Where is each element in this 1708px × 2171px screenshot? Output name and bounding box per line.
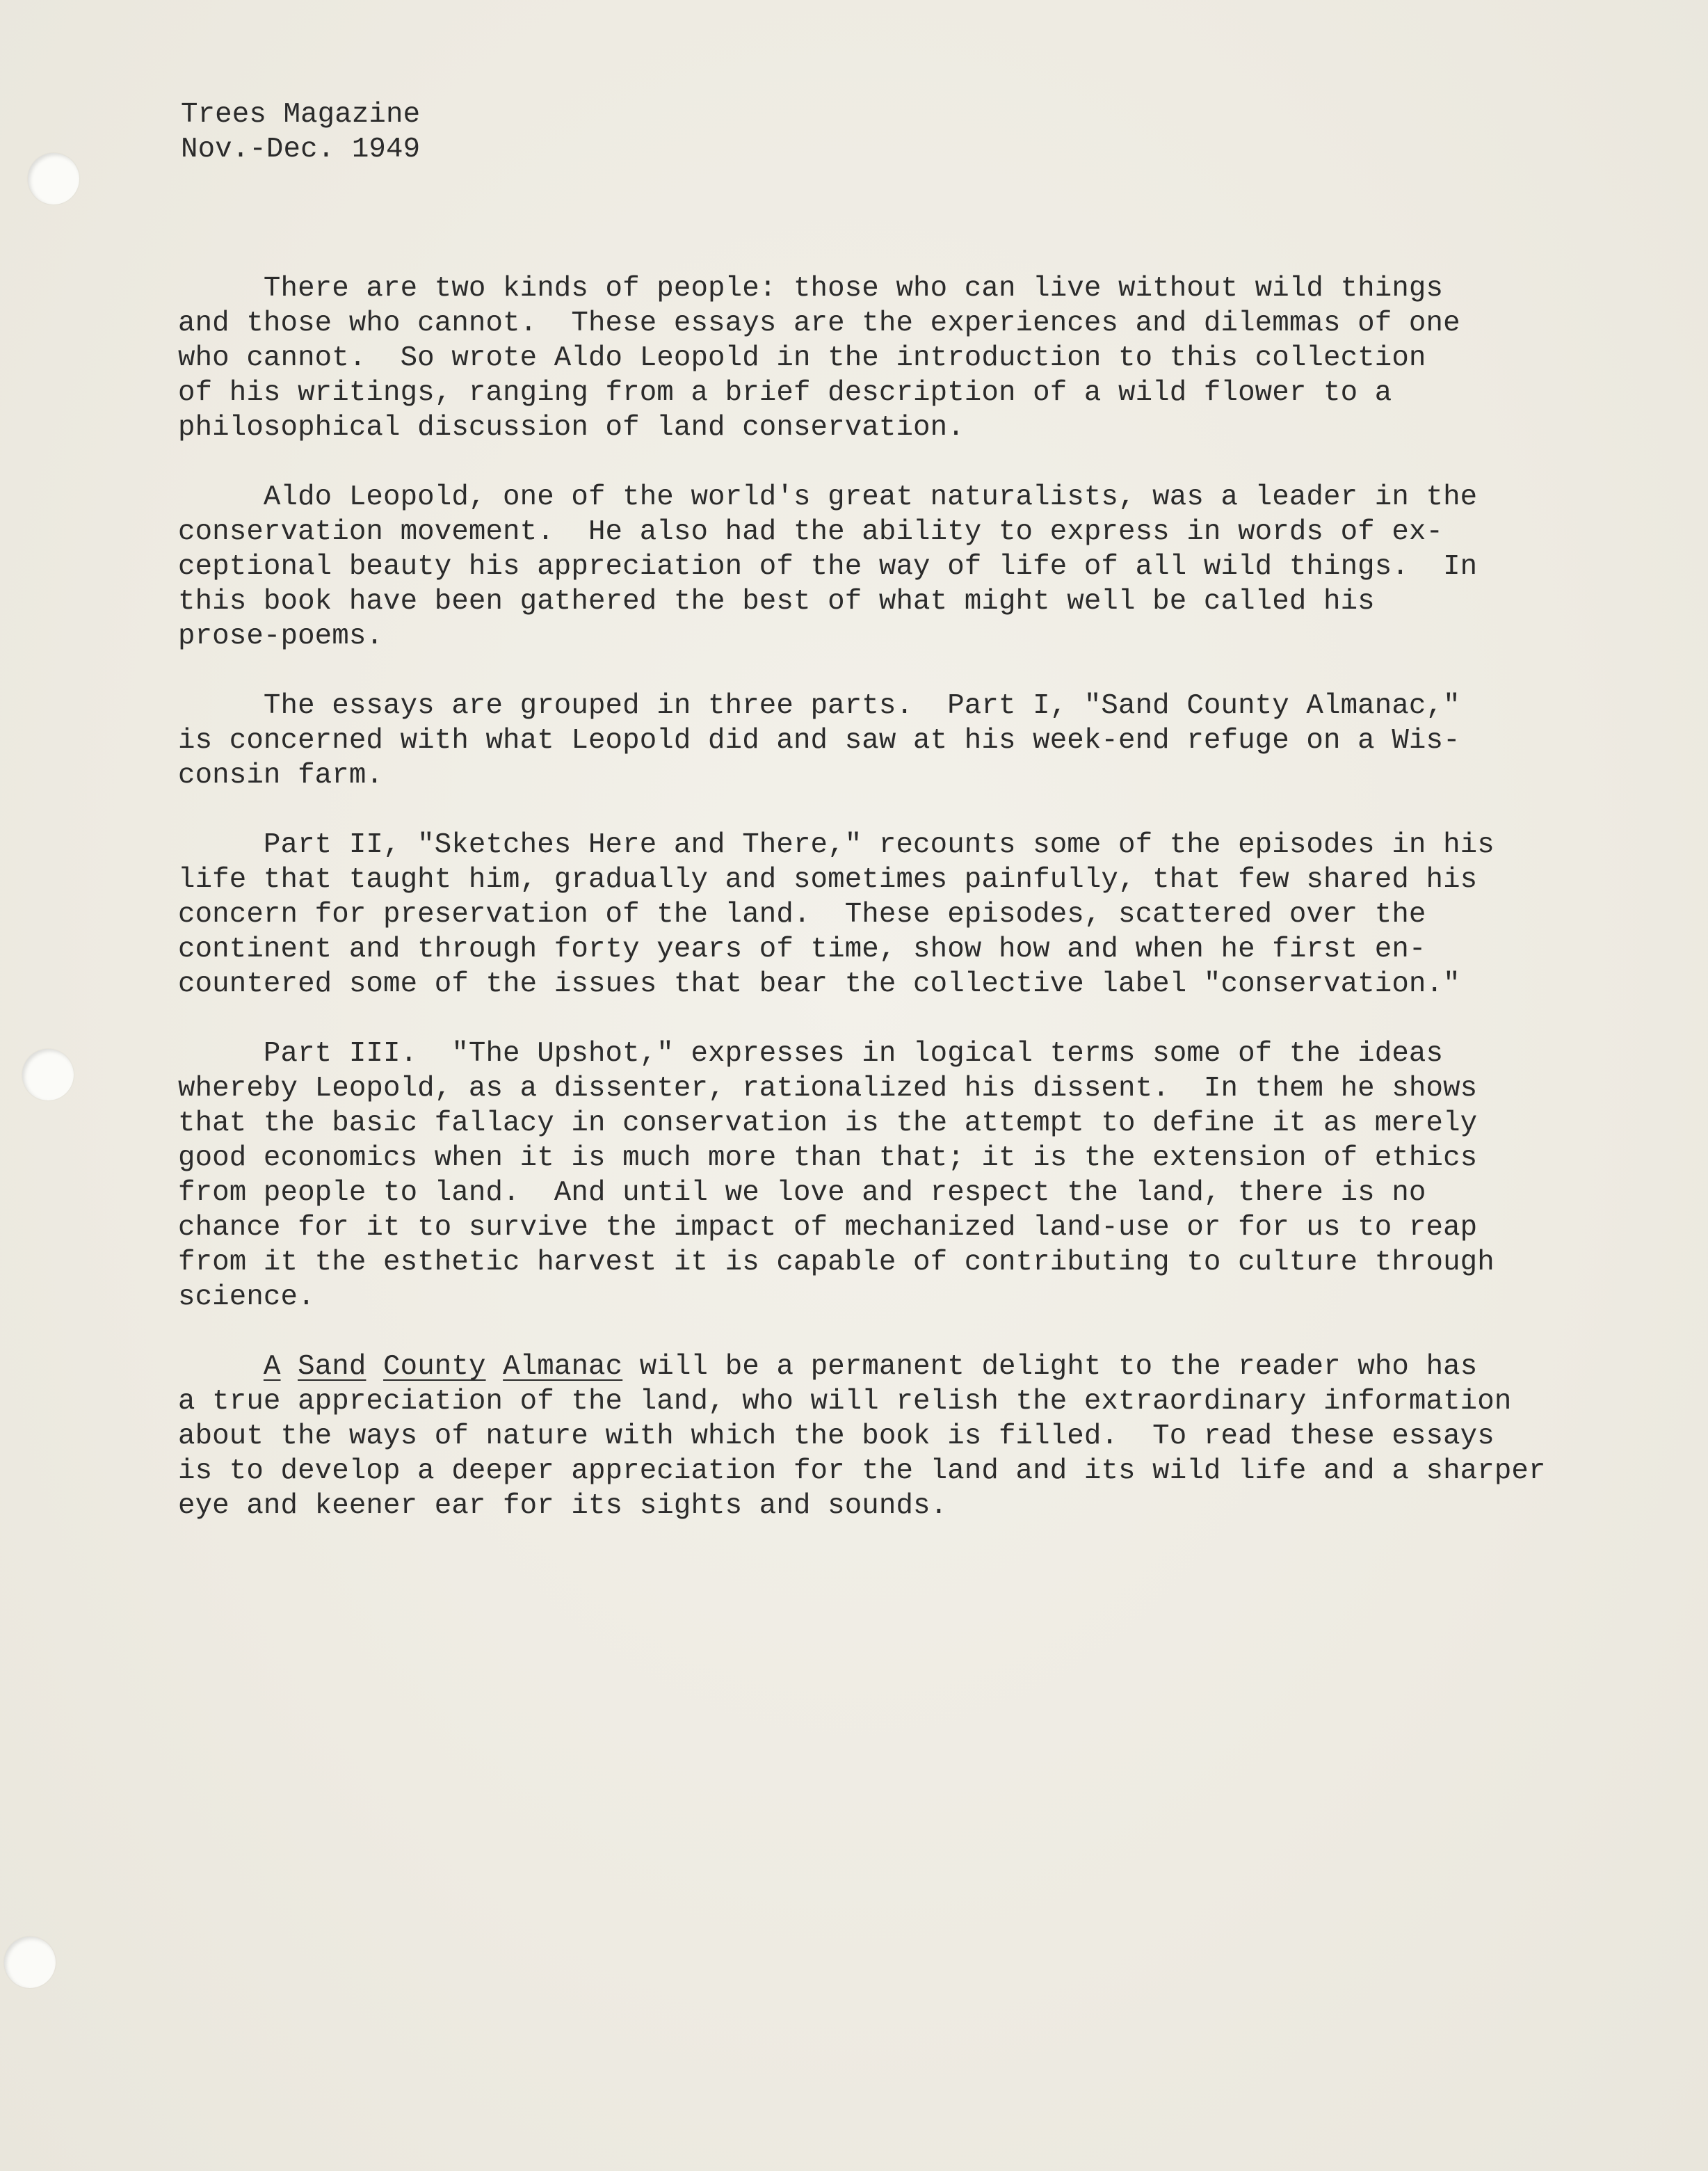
text-line: good economics when it is much more than that; it is the extension of ethics (178, 1142, 1478, 1174)
text-line: continent and through forty years of time, show how and when he first en- (178, 934, 1426, 966)
text-line: this book have been gathered the best of what might well be called his (178, 586, 1375, 618)
text-line: is to develop a deeper appreciation for the land and its wild life and a sharper (178, 1455, 1546, 1487)
paragraph-3 (178, 689, 1583, 793)
punch-hole (28, 153, 79, 205)
text-line: philosophical discussion of land conservation. (178, 412, 965, 444)
text-line: whereby Leopold, as a dissenter, rationalized his dissent. In them he shows (178, 1073, 1478, 1105)
publication-date: Nov.-Dec. 1949 (181, 134, 421, 166)
text-line: countered some of the issues that bear the collective label "conservation." (178, 968, 1460, 1000)
text-line: concern for preservation of the land. These episodes, scattered over the (178, 899, 1426, 931)
text-line: Part II, "Sketches Here and There," recounts some of the episodes in his (178, 829, 1494, 861)
publication-name: Trees Magazine (181, 99, 421, 131)
text-line: and those who cannot. These essays are the experiences and dilemmas of one (178, 307, 1460, 339)
book-title-word: Almanac (503, 1351, 623, 1383)
book-title-word: A (263, 1351, 281, 1383)
typed-document (178, 97, 1583, 1558)
paragraph-1 (178, 271, 1583, 445)
paragraph-2 (178, 480, 1583, 654)
punch-hole (22, 1049, 74, 1100)
text-line (178, 1349, 1583, 1384)
header-spacer (178, 167, 1583, 271)
paragraph-4 (178, 828, 1583, 1002)
text-line: from it the esthetic harvest it is capable of contributing to culture through (178, 1247, 1494, 1279)
text-line: conservation movement. He also had the ability to express in words of ex- (178, 516, 1444, 548)
text-line: that the basic fallacy in conservation is the attempt to define it as merely (178, 1107, 1478, 1139)
text-line: of his writings, ranging from a brief description of a wild flower to a (178, 377, 1392, 409)
text-line: There are two kinds of people: those who can live without wild things (178, 273, 1444, 305)
text-line: life that taught him, gradually and sometimes painfully, that few shared his (178, 864, 1478, 896)
document-header (178, 97, 1583, 167)
paragraph-5 (178, 1036, 1583, 1315)
text-line: Part III. "The Upshot," expresses in logical terms some of the ideas (178, 1038, 1444, 1070)
text-line: chance for it to survive the impact of mechanized land-use or for us to reap (178, 1212, 1478, 1244)
text-line: who cannot. So wrote Aldo Leopold in the introduction to this collection (178, 342, 1426, 374)
text-line: science. (178, 1281, 315, 1313)
text-line: ceptional beauty his appreciation of the way of life of all wild things. In (178, 551, 1478, 583)
book-title-word: County (383, 1351, 486, 1383)
text-line: from people to land. And until we love and respect the land, there is no (178, 1177, 1426, 1209)
text-fragment: will be a permanent delight to the reader who has (622, 1351, 1478, 1383)
text-line: a true appreciation of the land, who will relish the extraordinary information (178, 1386, 1512, 1418)
text-line: eye and keener ear for its sights and sounds. (178, 1490, 948, 1522)
text-line: prose-poems. (178, 620, 383, 652)
text-line: The essays are grouped in three parts. Part I, "Sand County Almanac," (178, 690, 1460, 722)
punch-hole (4, 1937, 56, 1988)
book-title-word: Sand (298, 1351, 366, 1383)
text-line: Aldo Leopold, one of the world's great naturalists, was a leader in the (178, 481, 1478, 513)
text-line: about the ways of nature with which the book is filled. To read these essays (178, 1420, 1494, 1452)
text-line: consin farm. (178, 760, 383, 792)
paragraph-closing (178, 1349, 1583, 1523)
text-line: is concerned with what Leopold did and saw at his week-end refuge on a Wis- (178, 725, 1460, 757)
